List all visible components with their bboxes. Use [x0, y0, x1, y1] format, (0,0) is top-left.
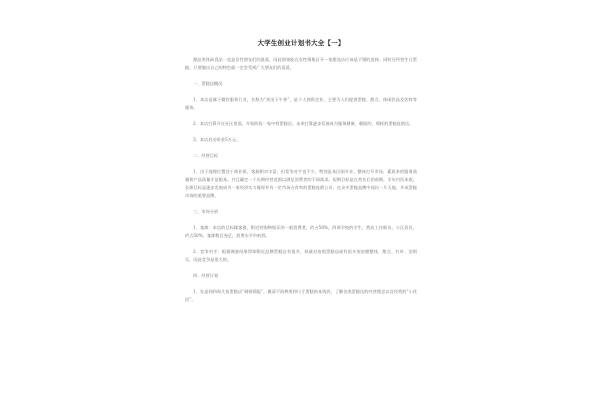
- paragraph: 2、竞争对手：根据调查结果得知附近品牌蛋糕店有很多，权威对连锁蛋糕店或有很多加安健整体，甜点、红叶、安琪乐，因此竞争是很大的。: [185, 249, 417, 262]
- paragraph: 1、先是到四周几家蛋糕店“刺探情报”，摸清不同种类和尺寸蛋糕的本钱价，了解各类蛋糕店的经营理念以及经营的“小花招”。: [185, 289, 417, 302]
- paragraph: 1、本店是属于餐饮服务行业，名称为“麦田下午茶”，是个人独资企业。主要为人们提供蛋糕、甜点、休闲饮品及饮料等服务。: [185, 97, 417, 110]
- section-heading-market: 三、市场分析: [193, 209, 219, 214]
- paragraph: 2、本店打算开在社区里面，开始阶段一家中档蛋糕店。未来打算逐步发展成为服务健康、朝阳的、那样的蛋糕连锁店。: [193, 121, 414, 126]
- section-heading-overview: 一、蛋糕店概况: [193, 81, 223, 86]
- document-body: [185, 38, 417, 368]
- paragraph: 1、客源：本店的目标顾客群，附近有购物娱乐的一般消费者，约占50%，四周学校的学生、我店工作职员、小区居民，约占50%，客源数目充足，消费水平中低档。: [185, 225, 417, 238]
- paragraph: 3、本店启动资金5万元。: [193, 137, 241, 142]
- document-title: 大学生创业计划书大全【一】: [257, 39, 345, 47]
- section-heading-plan: 四、经营计划: [193, 273, 219, 278]
- section-heading-goals: 二、经营目标: [193, 153, 219, 158]
- paragraph: 1、由于地理位置处于商业街，客源相对丰富，但竞争对手也不少，特别是本区刚开业。整体打开市场，素质来的服务质量和产品质量才是根本。并且确定一个长期经营范围以满足消费者的不同需求。短期目标是在营业后的前期，半年内回本收，长期目标是逐步发展成为一家经济实力雄厚并有一定市场占有率的蛋糕连锁公司，在众多蛋糕品牌中闯出一片天地，并成蛋糕市场的重要品牌。: [185, 169, 417, 198]
- intro-paragraph: 甜品类休闲食品一直是女性朋友们的最爱，因此如果能在女性聚集区开一家甜品店应该是不错的选择。同时还经营生日蛋糕，只要做出自己的特色就一定会受到广大朋友们的喜爱。: [185, 57, 417, 70]
